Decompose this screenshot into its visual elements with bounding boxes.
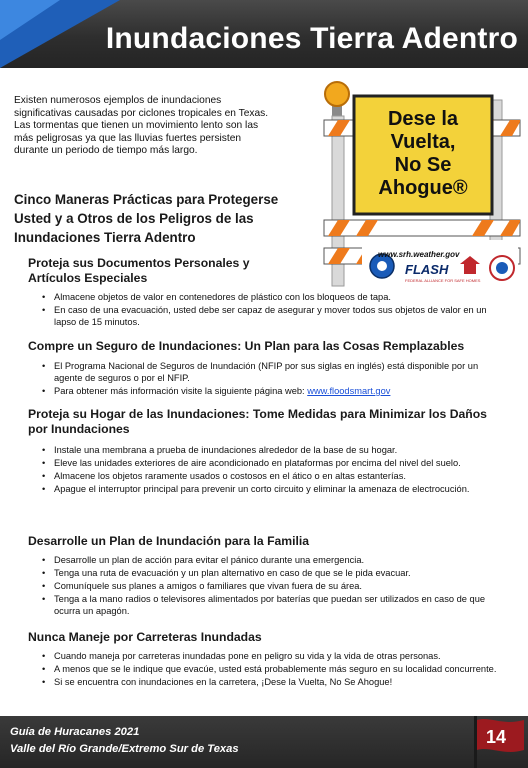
section-subtitle: Cinco Maneras Prácticas para Protegerse Usted y a Otros de los Peligros de las Inundaciones Tierra Adentro bbox=[14, 192, 279, 245]
page-footer bbox=[0, 716, 528, 768]
list-item: • El Programa Nacional de Seguros de Inundación (NFIP por sus siglas en inglés) está disponible por un agente de seguros o por el NFIP. bbox=[34, 360, 504, 384]
section-title-home: Proteja su Hogar de las Inundaciones: Tome Medidas para Minimizar los Daños por Inundaciones bbox=[28, 407, 487, 436]
turn-around-sign-illustration bbox=[322, 80, 522, 290]
sign-line-1: Dese la bbox=[387, 108, 459, 130]
bullet-list-documents bbox=[34, 291, 504, 329]
section-title-documents: Proteja sus Documentos Personales y Artículos Especiales bbox=[28, 256, 250, 285]
list-item: • Si se encuentra con inundaciones en la carretera, ¡Dese la Vuelta, No Se Ahogue! bbox=[34, 676, 504, 688]
list-item: • Apague el interruptor principal para prevenir un corto circuito y eliminar la amenaza de electrocución. bbox=[34, 483, 504, 495]
page-title: Inundaciones Tierra Adentro bbox=[105, 22, 518, 55]
sign-line-2: Vuelta, bbox=[390, 131, 456, 153]
bullet-list-never-drive bbox=[34, 650, 504, 689]
footer-guide-title: Guía de Huracanes 2021 bbox=[10, 726, 140, 738]
section-title-family-plan: Desarrolle un Plan de Inundación para la Familia bbox=[28, 534, 310, 548]
list-item: • Eleve las unidades exteriores de aire acondicionado en plataformas por encima del nivel del suelo. bbox=[34, 457, 504, 469]
list-item bbox=[34, 385, 504, 397]
bullet-list-insurance bbox=[34, 360, 504, 398]
list-item: • Cuando maneja por carreteras inundadas pone en peligro su vida y la vida de otras personas. bbox=[34, 650, 504, 662]
list-item: • Comuníquele sus planes a amigos o familiares que vivan fuera de su área. bbox=[34, 580, 504, 592]
bullet-list-home bbox=[34, 444, 504, 496]
list-item: • Desarrolle un plan de acción para evitar el pánico durante una emergencia. bbox=[34, 554, 504, 566]
section-title-insurance: Compre un Seguro de Inundaciones: Un Plan para las Cosas Remplazables bbox=[28, 339, 465, 353]
sign-line-3: No Se bbox=[394, 154, 452, 176]
list-item: • Tenga a la mano radios o televisores alimentados por baterías que puedan ser utilizados en caso de que ocurra un apagón. bbox=[34, 593, 504, 617]
list-item: • En caso de una evacuación, usted debe ser capaz de asegurar y mover todos sus objetos de valor en un lapso de 15 minutos. bbox=[34, 304, 504, 328]
flash-logo-text: FLASH bbox=[405, 262, 449, 277]
section-title-never-drive: Nunca Maneje por Carreteras Inundadas bbox=[28, 630, 262, 644]
flash-logo-subtext: FEDERAL ALLIANCE FOR SAFE HOMES bbox=[405, 278, 481, 283]
page-header bbox=[0, 0, 528, 68]
footer-region: Valle del Río Grande/Extremo Sur de Texas bbox=[10, 743, 239, 755]
intro-paragraph: Existen numerosos ejemplos de inundaciones significativas causadas por ciclones tropicales en Texas. Las tormentas que tienen un movimiento lento son las más peligrosas ya que las lluvias fuertes persisten durante un periodo de tiempo más largo. bbox=[14, 95, 269, 157]
bullet-list-family-plan bbox=[34, 554, 504, 618]
page-number: 14 bbox=[485, 727, 506, 747]
list-item: • Almacene los objetos raramente usados o costosos en el ático o en altas estanterías. bbox=[34, 470, 504, 482]
list-item: • Instale una membrana a prueba de inundaciones alrededor de la base de su hogar. bbox=[34, 444, 504, 456]
sign-line-4: Ahogue® bbox=[378, 177, 468, 199]
list-item: • A menos que se le indique que evacúe, usted está probablemente más seguro en su localidad concurrente. bbox=[34, 663, 504, 675]
list-item-text: Para obtener más información visite la siguiente página web: bbox=[54, 386, 308, 396]
header-light-blue-accent bbox=[0, 0, 60, 40]
list-item: • Tenga una ruta de evacuación y un plan alternativo en caso de que se le pida evacuar. bbox=[34, 567, 504, 579]
list-item: • Almacene objetos de valor en contenedores de plástico con los bloqueos de tapa. bbox=[34, 291, 504, 303]
floodsmart-link[interactable]: www.floodsmart.gov bbox=[307, 386, 391, 396]
sign-url: www.srh.weather.gov bbox=[378, 250, 460, 259]
sign-text bbox=[360, 108, 486, 200]
